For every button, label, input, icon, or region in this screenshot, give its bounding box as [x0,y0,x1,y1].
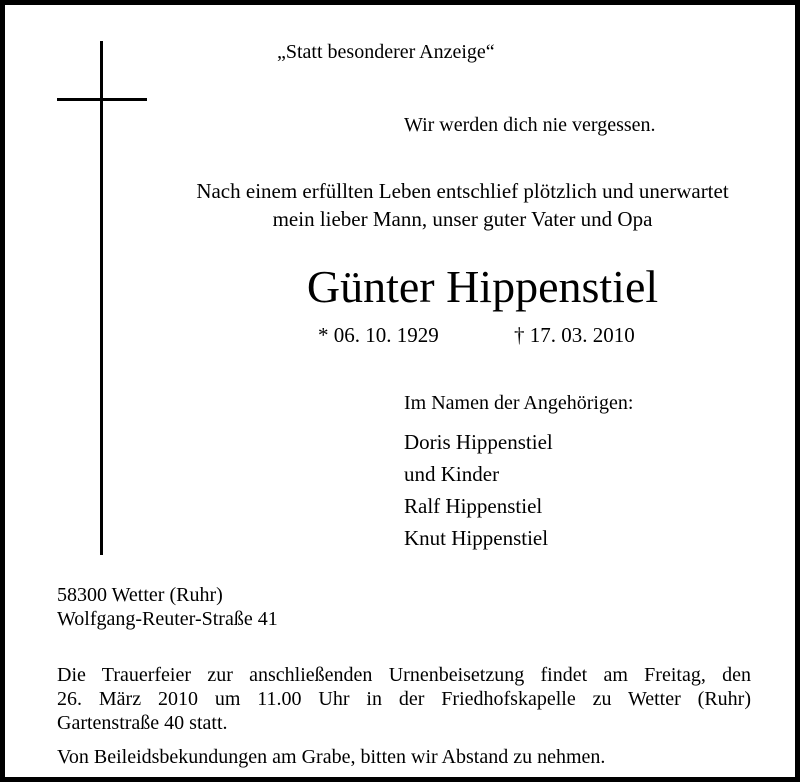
notice-header: „Statt besonderer Anzeige“ [277,41,495,63]
mourner-name: Ralf Hippenstiel [404,494,543,518]
cross-icon [100,41,103,555]
birth-date: * 06. 10. 1929 [318,323,439,347]
address [57,583,278,631]
mourners-list [404,426,553,554]
ceremony-line: Die Trauerfeier zur anschließenden Urnenbeisetzung findet am Freitag, den [57,664,751,686]
motto: Wir werden dich nie vergessen. [404,114,656,136]
closing-note: Von Beileidsbekundungen am Grabe, bitten wir Abstand zu nehmen. [57,746,606,768]
mourner-name: Knut Hippenstiel [404,526,549,550]
ceremony-line: Gartenstraße 40 statt. [57,712,228,734]
intro-line: mein lieber Mann, unser guter Vater und Opa [272,207,653,231]
death-date: † 17. 03. 2010 [514,323,635,347]
deceased-name: Günter Hippenstiel [306,261,659,312]
ceremony-line: 26. März 2010 um 11.00 Uhr in der Friedhofskapelle zu Wetter (Ruhr) [57,688,751,710]
address-line: Wolfgang-Reuter-Straße 41 [57,608,278,630]
intro-text [145,177,780,233]
mourner-name: Doris Hippenstiel [404,430,553,454]
ceremony-text [57,663,751,735]
address-line: 58300 Wetter (Ruhr) [57,584,223,606]
mourners-intro: Im Namen der Angehörigen: [404,392,634,414]
cross-icon-bar [57,98,147,101]
mourner-name: und Kinder [404,462,500,486]
intro-line: Nach einem erfüllten Leben entschlief plötzlich und unerwartet [196,179,729,203]
